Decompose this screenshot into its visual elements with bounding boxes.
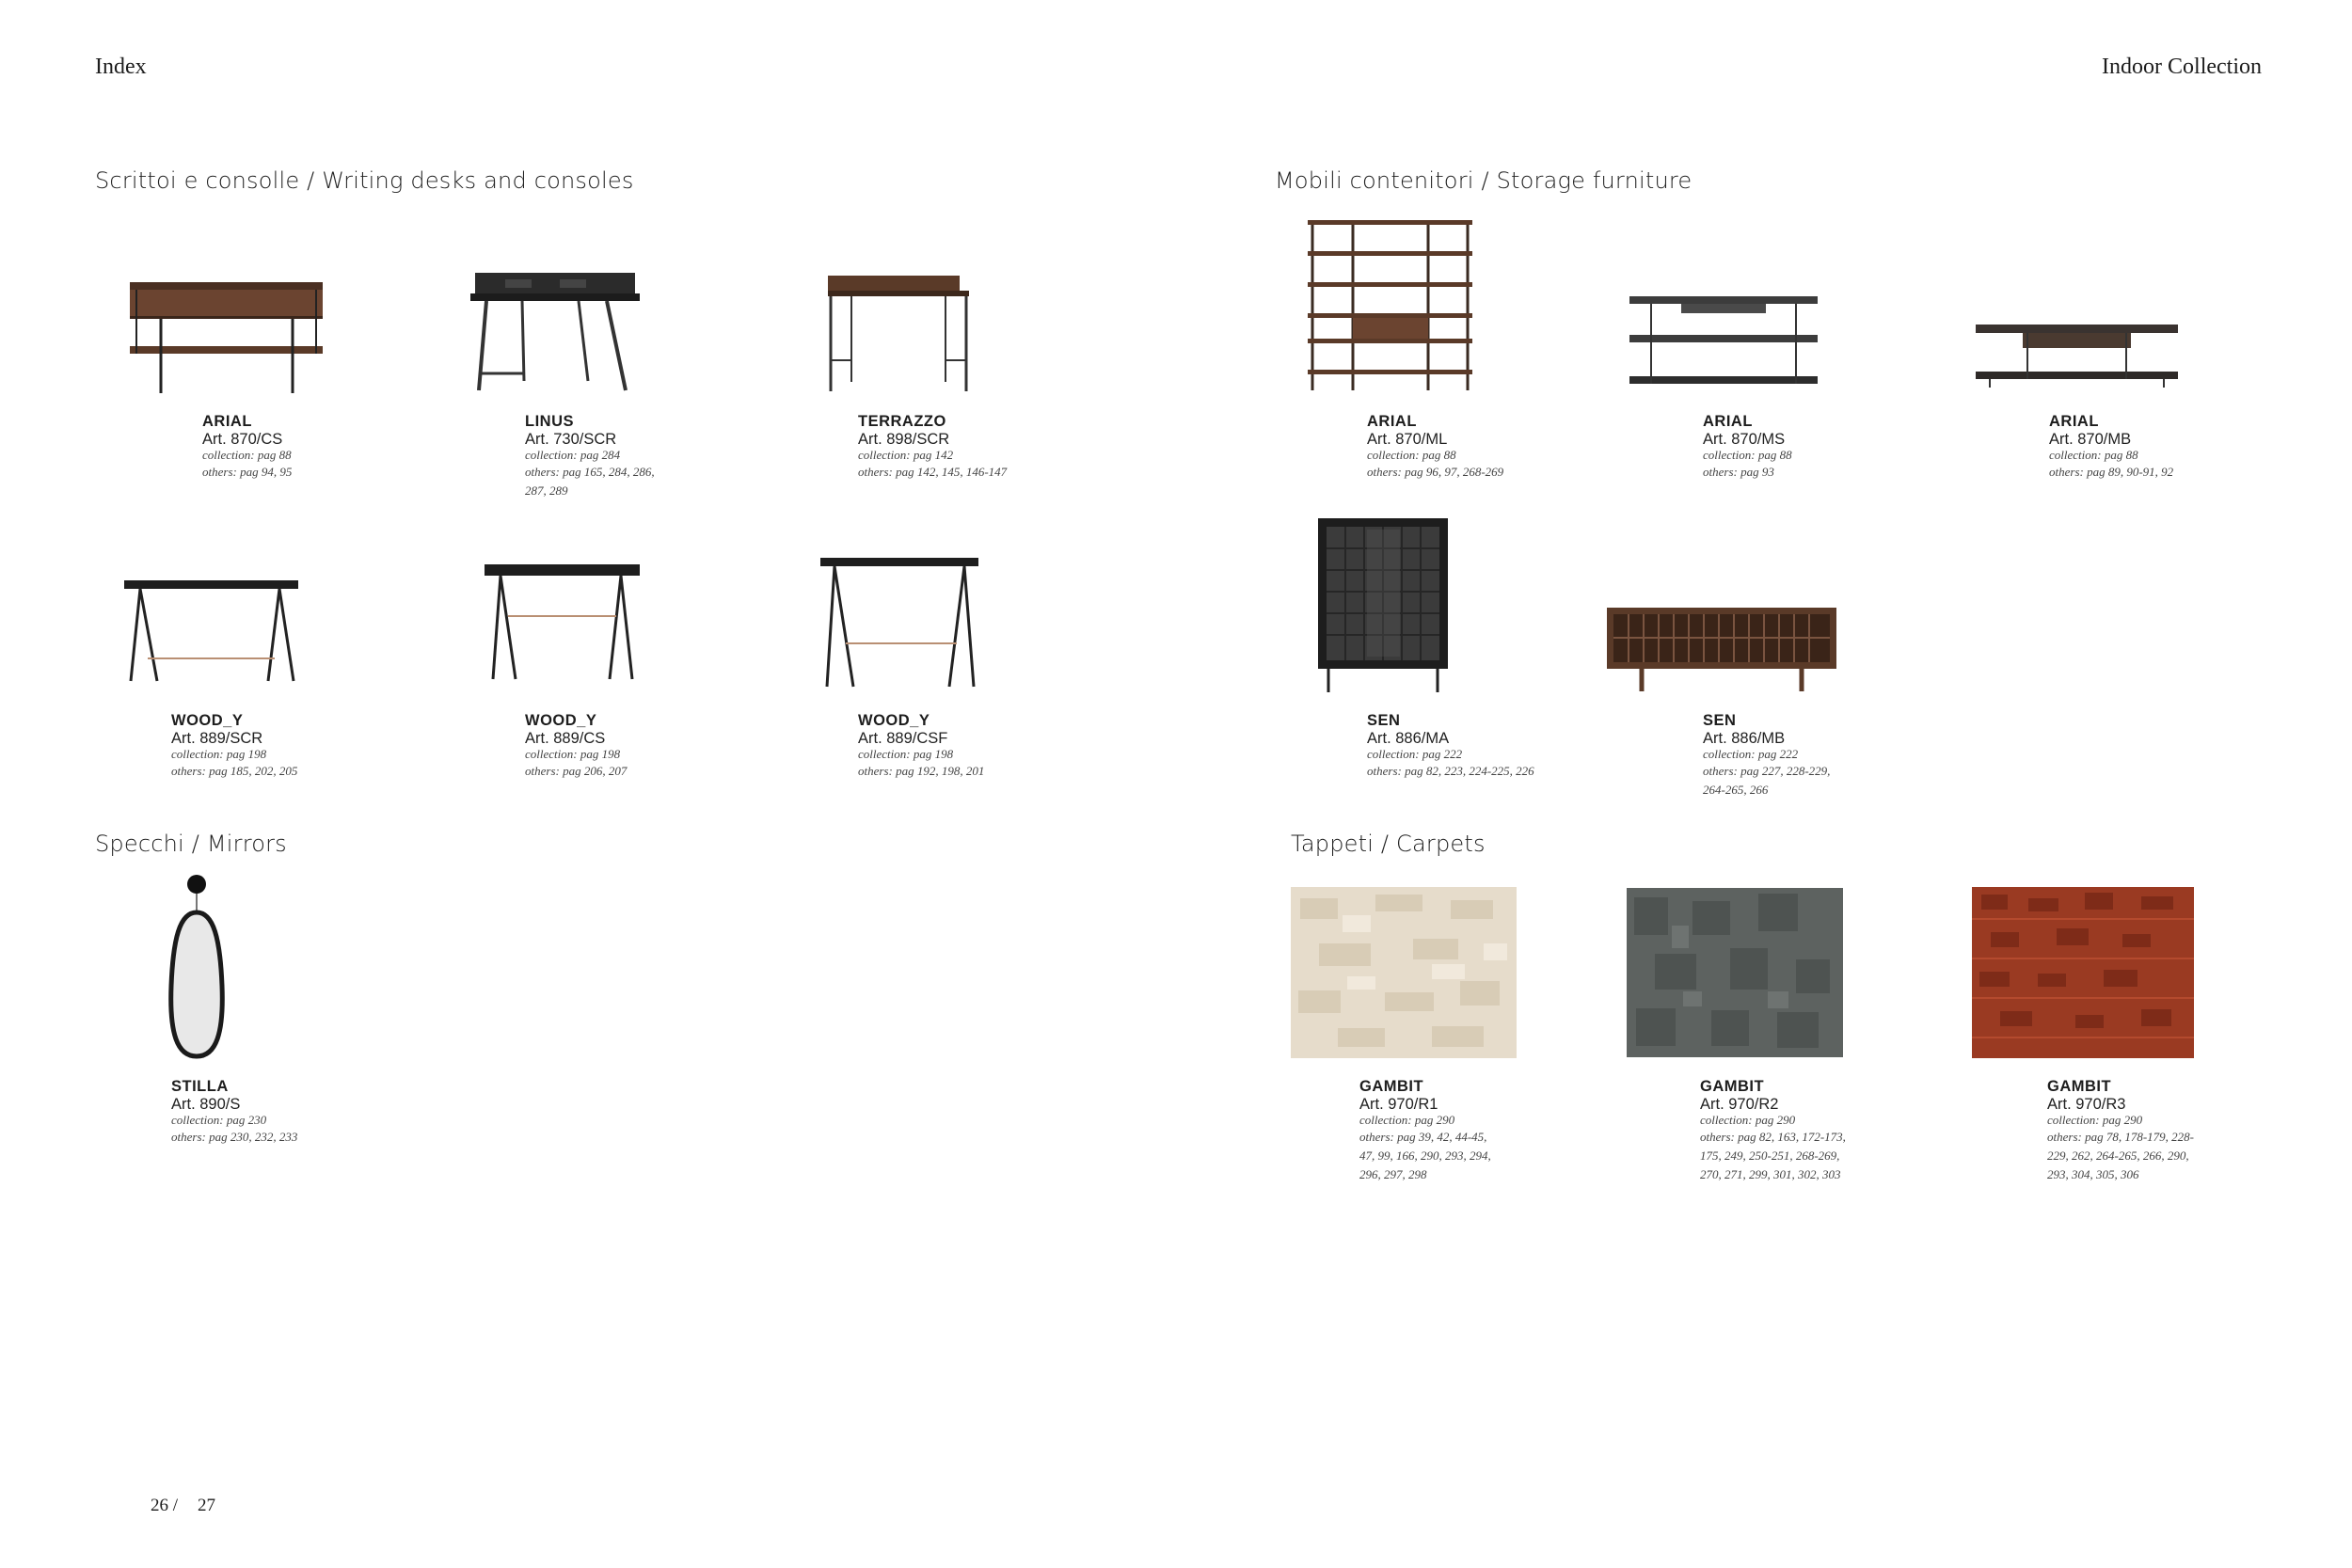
writing-desk-image: [823, 271, 974, 395]
bookcase-image: [1308, 218, 1472, 392]
collection-page: collection: pag 230: [171, 1113, 267, 1127]
other-pages: others: pag 192, 198, 201: [858, 764, 985, 778]
product-name: ARIAL: [202, 413, 252, 430]
sideboard-image: [1971, 320, 2183, 390]
collection-page: collection: pag 290: [1359, 1113, 1455, 1127]
page-number-left: 26 /: [151, 1496, 179, 1515]
article-number: Art. 870/MB: [2049, 431, 2132, 448]
product-name: TERRAZZO: [858, 413, 946, 430]
product-name: ARIAL: [1367, 413, 1417, 430]
collection-page: collection: pag 290: [2047, 1113, 2143, 1127]
other-pages: others: pag 78, 178-179, 228-229, 262, 264-265, 266, 290, 293, 304, 305, 306: [2047, 1130, 2194, 1181]
other-pages: others: pag 94, 95: [202, 465, 293, 479]
article-number: Art. 870/ML: [1367, 431, 1448, 448]
other-pages: others: pag 89, 90-91, 92: [2049, 465, 2174, 479]
section-title-storage: Mobili contenitori / Storage furniture: [1275, 167, 1692, 194]
other-pages: others: pag 165, 284, 286, 287, 289: [525, 465, 655, 498]
other-pages: others: pag 227, 228-229, 264-265, 266: [1703, 764, 1831, 797]
carpet-image: [1627, 888, 1843, 1057]
section-title-mirrors: Specchi / Mirrors: [95, 831, 287, 857]
article-number: Art. 889/CSF: [858, 730, 948, 747]
running-header-left: Index: [95, 55, 147, 79]
collection-page: collection: pag 198: [171, 747, 267, 761]
article-number: Art. 870/MS: [1703, 431, 1786, 448]
collection-page: collection: pag 284: [525, 448, 621, 462]
other-pages: others: pag 93: [1703, 465, 1774, 479]
carpet-image: [1291, 887, 1517, 1058]
article-number: Art. 886/MA: [1367, 730, 1450, 747]
console-image: [125, 273, 327, 395]
collection-page: collection: pag 88: [2049, 448, 2138, 462]
collection-page: collection: pag 222: [1703, 747, 1799, 761]
product-name: GAMBIT: [1700, 1078, 1765, 1095]
product-name: SEN: [1367, 712, 1401, 729]
article-number: Art. 886/MB: [1703, 730, 1786, 747]
product-name: LINUS: [525, 413, 574, 430]
collection-page: collection: pag 198: [525, 747, 621, 761]
writing-desk-image: [119, 576, 303, 684]
collection-page: collection: pag 142: [858, 448, 954, 462]
other-pages: others: pag 206, 207: [525, 764, 628, 778]
sideboard-image: [1625, 292, 1822, 390]
product-name: WOOD_Y: [525, 712, 597, 729]
page-number-right: 27: [198, 1496, 215, 1515]
article-number: Art. 889/SCR: [171, 730, 263, 747]
sideboard-image: [1604, 605, 1839, 694]
other-pages: others: pag 82, 163, 172-173, 175, 249, 250-251, 268-269, 270, 271, 299, 301, 302, 303: [1700, 1130, 1846, 1181]
collection-page: collection: pag 198: [858, 747, 954, 761]
product-name: GAMBIT: [1359, 1078, 1424, 1095]
section-title-desks: Scrittoi e consolle / Writing desks and consoles: [95, 167, 634, 194]
console-image: [480, 560, 644, 682]
other-pages: others: pag 39, 42, 44-45, 47, 99, 166, 290, 293, 294, 296, 297, 298: [1359, 1130, 1491, 1181]
product-name: ARIAL: [1703, 413, 1753, 430]
article-number: Art. 870/CS: [202, 431, 283, 448]
product-name: STILLA: [171, 1078, 229, 1095]
product-name: SEN: [1703, 712, 1737, 729]
article-number: Art. 898/SCR: [858, 431, 950, 448]
other-pages: others: pag 142, 145, 146-147: [858, 465, 1008, 479]
running-header-right: Indoor Collection: [2102, 55, 2262, 79]
product-name: WOOD_Y: [858, 712, 930, 729]
collection-page: collection: pag 290: [1700, 1113, 1796, 1127]
mirror-image: [162, 873, 232, 1066]
product-name: ARIAL: [2049, 413, 2099, 430]
section-title-carpets: Tappeti / Carpets: [1291, 831, 1486, 857]
article-number: Art. 890/S: [171, 1096, 241, 1113]
article-number: Art. 889/CS: [525, 730, 606, 747]
collection-page: collection: pag 88: [1703, 448, 1792, 462]
console-image: [816, 553, 983, 689]
carpet-image: [1972, 887, 2194, 1058]
article-number: Art. 970/R1: [1359, 1096, 1438, 1113]
article-number: Art. 730/SCR: [525, 431, 617, 448]
collection-page: collection: pag 222: [1367, 747, 1463, 761]
other-pages: others: pag 185, 202, 205: [171, 764, 298, 778]
article-number: Art. 970/R3: [2047, 1096, 2126, 1113]
product-name: GAMBIT: [2047, 1078, 2112, 1095]
other-pages: others: pag 96, 97, 268-269: [1367, 465, 1504, 479]
cabinet-image: [1315, 515, 1452, 694]
product-name: WOOD_Y: [171, 712, 244, 729]
writing-desk-image: [466, 268, 644, 395]
other-pages: others: pag 230, 232, 233: [171, 1130, 298, 1144]
article-number: Art. 970/R2: [1700, 1096, 1779, 1113]
other-pages: others: pag 82, 223, 224-225, 226: [1367, 764, 1534, 778]
collection-page: collection: pag 88: [1367, 448, 1456, 462]
collection-page: collection: pag 88: [202, 448, 292, 462]
